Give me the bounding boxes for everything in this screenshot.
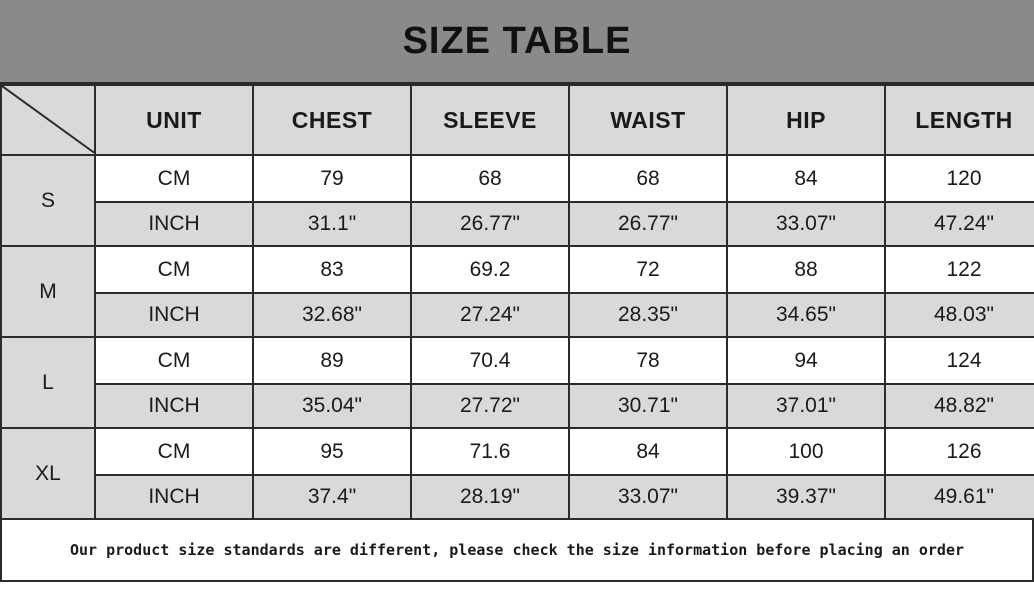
table-row	[1, 475, 1034, 519]
size-label-m: M	[1, 246, 95, 337]
cell-l-inch-waist: 30.71"	[569, 384, 727, 428]
cell-xl-cm-hip: 100	[727, 428, 885, 475]
cell-s-cm-hip: 84	[727, 155, 885, 202]
size-table	[0, 84, 1034, 520]
cell-m-cm-length: 122	[885, 246, 1034, 293]
cell-m-cm-sleeve: 69.2	[411, 246, 569, 293]
column-header-hip: HIP	[727, 85, 885, 155]
cell-s-cm-chest: 79	[253, 155, 411, 202]
cell-m-inch-waist: 28.35"	[569, 293, 727, 337]
cell-xl-inch-hip: 39.37"	[727, 475, 885, 519]
cell-s-inch-waist: 26.77"	[569, 202, 727, 246]
table-header-row	[1, 85, 1034, 155]
cell-m-cm-hip: 88	[727, 246, 885, 293]
cell-m-inch-length: 48.03"	[885, 293, 1034, 337]
unit-cm: CM	[95, 337, 253, 384]
unit-cm: CM	[95, 428, 253, 475]
cell-l-inch-sleeve: 27.72"	[411, 384, 569, 428]
unit-inch: INCH	[95, 202, 253, 246]
table-row	[1, 155, 1034, 202]
cell-s-cm-length: 120	[885, 155, 1034, 202]
cell-s-inch-length: 47.24"	[885, 202, 1034, 246]
table-row	[1, 246, 1034, 293]
cell-l-cm-length: 124	[885, 337, 1034, 384]
column-header-sleeve: SLEEVE	[411, 85, 569, 155]
column-header-waist: WAIST	[569, 85, 727, 155]
size-label-s: S	[1, 155, 95, 246]
cell-s-cm-waist: 68	[569, 155, 727, 202]
unit-inch: INCH	[95, 384, 253, 428]
corner-cell	[1, 85, 95, 155]
cell-l-inch-hip: 37.01"	[727, 384, 885, 428]
cell-l-cm-waist: 78	[569, 337, 727, 384]
unit-inch: INCH	[95, 293, 253, 337]
cell-xl-inch-length: 49.61"	[885, 475, 1034, 519]
unit-cm: CM	[95, 155, 253, 202]
cell-s-cm-sleeve: 68	[411, 155, 569, 202]
cell-s-inch-chest: 31.1"	[253, 202, 411, 246]
table-row	[1, 202, 1034, 246]
table-row	[1, 293, 1034, 337]
diagonal-divider-icon	[2, 86, 94, 153]
size-label-xl: XL	[1, 428, 95, 519]
table-row	[1, 384, 1034, 428]
table-row	[1, 337, 1034, 384]
size-label-l: L	[1, 337, 95, 428]
cell-m-cm-waist: 72	[569, 246, 727, 293]
cell-xl-cm-length: 126	[885, 428, 1034, 475]
cell-m-inch-hip: 34.65"	[727, 293, 885, 337]
column-header-length: LENGTH	[885, 85, 1034, 155]
column-header-unit: UNIT	[95, 85, 253, 155]
footer-note-text: Our product size standards are different, please check the size information before placing an order	[69, 541, 965, 559]
table-row	[1, 428, 1034, 475]
cell-l-inch-length: 48.82"	[885, 384, 1034, 428]
cell-xl-inch-chest: 37.4"	[253, 475, 411, 519]
cell-m-inch-sleeve: 27.24"	[411, 293, 569, 337]
cell-l-cm-hip: 94	[727, 337, 885, 384]
cell-s-inch-hip: 33.07"	[727, 202, 885, 246]
unit-inch: INCH	[95, 475, 253, 519]
page-title: SIZE TABLE	[402, 19, 632, 62]
cell-xl-cm-sleeve: 71.6	[411, 428, 569, 475]
footer-note	[0, 520, 1034, 582]
cell-l-cm-chest: 89	[253, 337, 411, 384]
column-header-chest: CHEST	[253, 85, 411, 155]
cell-l-cm-sleeve: 70.4	[411, 337, 569, 384]
cell-s-inch-sleeve: 26.77"	[411, 202, 569, 246]
cell-xl-inch-sleeve: 28.19"	[411, 475, 569, 519]
title-bar	[0, 0, 1034, 84]
cell-xl-cm-chest: 95	[253, 428, 411, 475]
cell-xl-cm-waist: 84	[569, 428, 727, 475]
cell-xl-inch-waist: 33.07"	[569, 475, 727, 519]
cell-l-inch-chest: 35.04"	[253, 384, 411, 428]
cell-m-cm-chest: 83	[253, 246, 411, 293]
unit-cm: CM	[95, 246, 253, 293]
bottom-strip	[0, 582, 1034, 606]
cell-m-inch-chest: 32.68"	[253, 293, 411, 337]
